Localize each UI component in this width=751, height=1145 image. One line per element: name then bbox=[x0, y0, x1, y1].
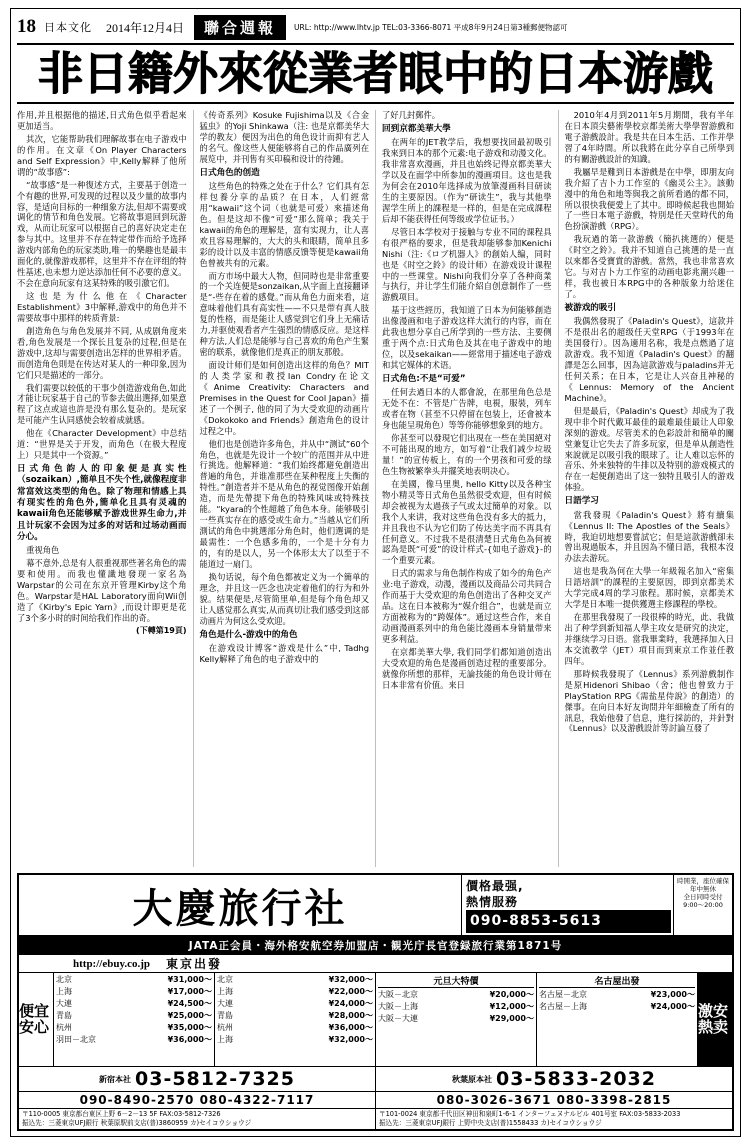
paragraph: 而方市场中最大人物，但同時也是非常重要的一个关连便是sonzaikan,从字面上直接翻译是“-些存在着的感覺。”而从角色力面来看，這意味着他们具有高实性——不只是带有真人肢复的性格，而是能让人感觉到它们身上无痛话力,并驱使观看者产生强烈的情感反应。是这样种方法,人们总是能够与自己喜欢的角色产生緊密的联系，就像他们是真正的朋友那般。 bbox=[199, 270, 369, 358]
paragraph: 在美國，像马里奥, hello Kitty以及各种宝物小精灵等日式角色虽然很受欢迎，但有时候却会被视为太過孩子气或太过簡单的对象。以我个人来讲，我对这些角色没有多大的抵力，并且我也不认为它们防了传达美字而不再具有任何意义。不过我不是很清楚日式角色為何被認為是既“可爱”的设计样式-{如电子游戏}-的一个重要元素。 bbox=[382, 478, 552, 566]
ad-url[interactable]: http://ebuy.co.jp bbox=[73, 957, 151, 970]
fare-city: 杭州 bbox=[217, 1023, 233, 1032]
paragraph: 作用,并且根据他的描述,日式角色似乎看起來更加适当。 bbox=[17, 110, 187, 131]
article-column-2 bbox=[382, 110, 552, 867]
fare-price: ¥32,000〜 bbox=[328, 975, 373, 984]
fare-price: ¥24,500〜 bbox=[167, 999, 212, 1008]
office-tel-2[interactable] bbox=[376, 1067, 732, 1091]
page-number: 18 bbox=[17, 16, 36, 37]
paragraph: 重视角色 bbox=[26, 545, 60, 556]
paragraph: 其次，它能帮助我们理解故事在电子游戏中的作用。在文章《On Player Characters and Self Expression》中,Kelly解释了他所谓的“故事感”: bbox=[17, 133, 187, 177]
office-address-1 bbox=[19, 1109, 376, 1129]
office-mobile-number[interactable]: 090-8490-2570 080-4322-7117 bbox=[79, 1093, 315, 1108]
ad-right-slogan: 激安熱卖 bbox=[697, 973, 732, 1066]
fare-city: 青島 bbox=[217, 1011, 233, 1020]
fare-row bbox=[378, 1001, 534, 1013]
paragraph: 那時候我發現了《Lennus》系列游戲制作是原Hidenori Shibao（舍；他也曾致力于PlayStation RPG《需盐星侍說》的創造）的傑事。在向日本好友询問并年細檢查了所有的訊息，我始他發了信息，進行採訪的，并針對《Lennus》以及游戲設計等討論互發了 bbox=[564, 668, 734, 734]
office-mobile-2[interactable] bbox=[376, 1092, 732, 1108]
column-divider bbox=[375, 110, 376, 867]
office-phone[interactable]: 03-5812-7325 bbox=[135, 1068, 295, 1091]
paragraph: “故事感”是一种復述方式，主要基于创造一个有趣的世界,可发现的过程以及少量的故事内容，是适向目标的一种细象方法,但却不需要或调化的情节和角色发展。它将故事退回到玩游戏，从而让玩家可以根据自己的喜好决定走在参与其中。这里并不存在特定带作而给予选择游戏内部角色的玩家类助,唯一的樂趣也是最丰面化的,就像游戏那样，这里并不存在评组的特性基述,也未想力逆达添加任何不必要的意义。不会在意向玩家有这某特殊的吸引激它们。 bbox=[17, 179, 187, 289]
office-mobile-1[interactable] bbox=[19, 1092, 376, 1108]
fare-row bbox=[539, 989, 695, 1001]
article-column-1 bbox=[565, 110, 735, 867]
ad-phone-main[interactable]: 090-8853-5613 bbox=[466, 910, 671, 933]
fare-city: 大阪－北京 bbox=[378, 990, 418, 999]
section-label: 日本文化 bbox=[44, 21, 92, 34]
fare-city: 大連 bbox=[56, 999, 72, 1008]
fare-city: 大阪－大連 bbox=[378, 1014, 418, 1023]
fare-price: ¥35,000〜 bbox=[167, 1023, 212, 1032]
paragraph: 創造角色与角色发展并不同, 从成剧角度来看,角色发展是一个探长且复杂的过程,但是在游戏中,这却与需要创造出怎样的世界相矛盾。而创造角色則是在传达对某人的一种印象,因为它们只是描述的一部分。 bbox=[17, 325, 187, 380]
paragraph: 幕不意外,总是有人很重视那些著名角色的需要和使用。而我也懂識地發现一家名為Warpstar的公司在东京开管理Kirby这个角色。Warpstar是HAL Laboratory面向Wii创造了《Kirby's Epic Yarn》,而设计即更是花了3个多小时的时间给我们作出的奇。 bbox=[17, 558, 187, 624]
office-address: 〒101-0024 東京都千代田区神田和泉町1-6-1 インターフェヌナルビル 401号室 FAX:03-5833-2033 bbox=[379, 1110, 681, 1119]
paragraph: 他们也是创造许多角色，并从中“测试”60个角色，也就是先设计一个较广的范围并从中进行挑选。他解释道：“我们始终都避免創造出普遍的角色，并谁准那些在某种程度上失衡的特性。”創造者并不是从角色的视觉图像开始創造，而是先帶提下角色的特殊风味或特殊技能。“kyara的个性超越了角色本身。能够吸引一些真实存在的感受或生命力。”当越从它们所測试的角色中挑選部分角色时，他们選调的是最需性：一个色感多角的，一个是十分有力的，有的是以人，另一个体形太大了以至于不能道过一扇门。 bbox=[199, 438, 369, 569]
fare-column bbox=[54, 973, 215, 1066]
fare-price: ¥20,000〜 bbox=[489, 990, 534, 999]
advertisement[interactable] bbox=[17, 873, 734, 1131]
fare-row bbox=[217, 1022, 373, 1034]
ad-company-name: 大慶旅行社 bbox=[19, 875, 462, 935]
article-column-4 bbox=[17, 110, 187, 867]
office-tel-1[interactable] bbox=[19, 1067, 376, 1091]
column-divider bbox=[193, 110, 194, 867]
fare-row bbox=[56, 1034, 212, 1046]
subheading: 回到京都美華大學 bbox=[382, 123, 451, 134]
fare-column bbox=[537, 973, 697, 1066]
ad-price-line2: 熱情服務 bbox=[466, 895, 519, 910]
fare-column bbox=[215, 973, 376, 1066]
fare-row bbox=[56, 1010, 212, 1022]
office-address-2 bbox=[376, 1109, 732, 1129]
article-column-3 bbox=[200, 110, 370, 867]
fare-row bbox=[378, 1013, 534, 1025]
paragraph: 你甚至可以發現它们出現在一些在美国絕对不可能出現的地方，如写着“让我们减少垃圾量！”的宣传板上，有的一个男孩和可爱的绿色生物被繁拳头并擺笑地表明决心。 bbox=[382, 433, 552, 476]
fare-city: 杭州 bbox=[56, 1023, 72, 1032]
fare-row bbox=[56, 998, 212, 1010]
paragraph: 我屬早是難到日本游戲是在中學，即朋友向我介紹了吉卜力工作室的《幽灵公主》。該動漫中的角色和地等與我之前所看過的都不同，所以很快我便愛上了其中。即時候起我也開始了一些日本電子游戲，特別是任天堂時代的角色扮演游戲（RPG）。 bbox=[564, 166, 734, 232]
fare-column-header: 名古屋出發 bbox=[539, 974, 695, 988]
fare-column bbox=[376, 973, 537, 1066]
fare-city: 北京 bbox=[217, 975, 233, 984]
fare-price: ¥25,000〜 bbox=[167, 1011, 212, 1020]
office-bank: 振込先：三菱東京UFJ銀行 上野中央支店(普)1558433 カ)セイコウショウジ bbox=[379, 1119, 602, 1128]
ad-license-band: JATA正会員・海外格安航空券加盟店・観光庁長官登録旅行業第1871号 bbox=[19, 936, 732, 955]
fare-row bbox=[539, 1001, 695, 1013]
ad-header bbox=[19, 875, 732, 936]
ad-hours-line3: 9:00〜20:00 bbox=[683, 901, 723, 910]
fare-row bbox=[217, 1010, 373, 1022]
fare-price: ¥29,000〜 bbox=[489, 1014, 534, 1023]
ad-hours-title: 時開業，座位確保 bbox=[677, 877, 729, 885]
fare-price: ¥24,000〜 bbox=[650, 1002, 695, 1011]
paragraph: 在那里我發現了一段很棒的時光，此、我做出了种学到新知福人學主攻女是研究的決定，并继续学习日语。當我畢業時，我選择加入日本交流教学（JET）項目而到東京工作並任教四年。 bbox=[564, 612, 734, 666]
fare-city: 上海 bbox=[217, 1035, 233, 1044]
fare-city: 上海 bbox=[217, 987, 233, 996]
paragraph: 日式的需求与角色制作构成了如今的角色产业:电子游戏，动漫，漫画以及商品公司共同合作而基于大受欢迎的角色创造出了各种交叉产品。这在日本被称为“媒介组合”，也就是而立方面被称为的“跨媒体”。通过这些合作，来自动画漫画系列中的角色能比漫画本身销量带来更多利益。 bbox=[382, 568, 552, 644]
ad-fare-table bbox=[19, 973, 732, 1066]
paragraph: 在京都美華大學, 我们同学们都知道创造出大受欢迎的角色是漫画创造过程的重要部分。就像你所想的那样，无論技能的角色设计师在日本非常有价值。来日 bbox=[382, 646, 552, 690]
masthead-meta bbox=[294, 23, 734, 32]
fare-city: 北京 bbox=[56, 975, 72, 984]
fare-row bbox=[217, 998, 373, 1010]
office-mobile-number[interactable]: 080-3026-3671 080-3398-2815 bbox=[436, 1093, 672, 1108]
office-label: 新宿本社 bbox=[99, 1074, 131, 1084]
masthead bbox=[17, 14, 734, 45]
fare-price: ¥32,000〜 bbox=[328, 1035, 373, 1044]
office-phone[interactable]: 03-5833-2032 bbox=[496, 1068, 656, 1091]
office-bank: 振込先：三菱東京UFJ銀行 秋葉原駅前支店(普)3860959 カ)セイコウショウジ bbox=[22, 1119, 252, 1128]
fare-row bbox=[217, 1034, 373, 1046]
paragraph: 但是最后，《Paladin's Quest》却成为了我现中非个时代戴耳最佳的最难最佳最让人印象深刻的游戏。尽管美术的色彩設計和簡单的關堂兼复让它失去了許多玩家，但是单从創造性來說就足以吸引我的眼球了。让人难以忘怀的音乐、外来独特的牛排以及特别的游戏模式的存在一起便創造出了这一独特且吸引人的游戏体验。 bbox=[564, 405, 734, 493]
page-frame bbox=[10, 8, 741, 1137]
column-divider bbox=[558, 110, 559, 867]
fare-row bbox=[217, 986, 373, 998]
paragraph: 我玩過的第一款游戲（簡扒挑選的）便是《时空之鈴》。我并不知道自己挑選的是一直以來都各受寶賞的游戲。當然，我也非常喜欢它。与对吉卜力工作室的动画电影兆潮兴趣一样，我也被日本RPG中的各种版象力给迷住了。 bbox=[564, 234, 734, 299]
fare-price: ¥23,000〜 bbox=[650, 990, 695, 999]
fare-city: 名古屋－上海 bbox=[539, 1002, 587, 1011]
fare-city: 青島 bbox=[56, 1011, 72, 1020]
ad-hours-line1: 年中無休 bbox=[690, 885, 716, 894]
fare-row bbox=[378, 989, 534, 1001]
fare-price: ¥24,000〜 bbox=[328, 999, 373, 1008]
paragraph: 面设计师们是如何创造出这样的角色？MIT的人类学家和教授Ian Condry在论文《Anime Creativity: Characters and Premises in the Quest for Cool Japan》描述了一个例子, 他的同了为大受欢迎的动画片《Dokokoko and Friends》創造角色的设计过程之中。 bbox=[199, 360, 369, 436]
paragraph: 我们需要以较低的干事少创造游戏角色,如此才能让玩家基于自己的节参去做出選择,如果意程了这点或這也許是没有那么复杂的。是玩家是可能产生认同感使会较着成就感。 bbox=[17, 382, 187, 426]
ad-url-row[interactable] bbox=[19, 955, 732, 973]
ad-office-mobiles bbox=[19, 1092, 732, 1109]
office-label: 秋葉原本社 bbox=[452, 1074, 492, 1084]
fare-row bbox=[56, 986, 212, 998]
ad-price-text bbox=[462, 875, 673, 935]
paragraph: 这也是为什么他在《Character Establishment》3中解释,游戏中的角色并不需要故事中那样的转质背景: bbox=[17, 291, 187, 323]
paper-title: 聯合週報 bbox=[194, 15, 286, 40]
fare-city: 大連 bbox=[217, 999, 233, 1008]
subheading: 日式角色韵人的印象便是真实性（sozaikan）,簡单且不失个性,就像程度非常富效这类型的角色。除了物理和情感上具有现实性的角色外,簡单化且具有灵魂的kawaii角色还能够赋予游戏世界生命力,并且计玩家不会因为过多的对话和过场动画而分心。 bbox=[17, 464, 187, 543]
paragraph: 《传奇系列》Kosuke Fujishima以及《合金猛虫》的Yoji Shinkawa（注: 也是京都美华大学的教友）便因为出色的角色设计而抑有艺人的名气。像这些人便能够将自己的作品廣列在展览中，并刊售有买印稿和设计的待鍾。 bbox=[199, 110, 369, 164]
fare-price: ¥36,000〜 bbox=[167, 1035, 212, 1044]
fare-columns bbox=[54, 973, 697, 1066]
fare-column-header: 元旦大特價 bbox=[378, 974, 534, 988]
paragraph: 换句话说，每个角色都被定义为一个簡单的理念，并且这一匹念也决定着他们的行为和外貌。结果便是,尽管简里单,但是每个角色却又让人感觉那么真实,从而真切让我们感受到这部动画片为何这么受欢迎。 bbox=[199, 571, 369, 626]
fare-row bbox=[56, 974, 212, 986]
ad-contact-block bbox=[19, 1066, 732, 1129]
fare-price: ¥36,000〜 bbox=[328, 1023, 373, 1032]
fare-price: ¥28,000〜 bbox=[328, 1011, 373, 1020]
paragraph: 我偶然發現了《Paladin's Quest》，這款并不是很出名的超级任天堂RPG（于1993年在美国發行）。因為適用名称，我是点燃過了這款游戏。我不知道《Paladin's Quest》的翻譯是怎么回事，因為這款游戏与paladins并无任何关系；在日本，它是让人兴奋且神秘的《Lennus: Memory of the Ancient Machine》。 bbox=[564, 316, 734, 403]
ad-office-addresses bbox=[19, 1109, 732, 1129]
fare-city: 羽田－北京 bbox=[56, 1035, 96, 1044]
continued-note: (下轉第19頁) bbox=[136, 626, 187, 636]
ad-price-block bbox=[462, 875, 732, 935]
subheading: 角色是什么-游戏中的角色 bbox=[199, 629, 298, 640]
subheading: 日語学习 bbox=[564, 496, 599, 507]
paragraph: 他在《Character Development》中总结道：“世界是关于开发，而角色（在极大程度上）只是其中一个资源。” bbox=[17, 428, 187, 461]
paragraph: 在游戏设计博客“游戏是什么”中, Tadhg Kelly解释了角色的电子游戏中的 bbox=[199, 642, 369, 664]
paragraph: 这些角色的特殊之处在于什么？它们具有怎样包養分享的品质？在日本，人们經常用“kawaii”这个词（也就是可爱）來描述角色。但是这却不像“可爱”那么简单；我关于kawaii的角色的理解是，富有实现力，让人喜欢且容易理解的，大大的头和眼睛，简单且多彩的设计以及丰富的情感反馈等便是kawaii角色曾被共有的元素。 bbox=[199, 181, 369, 268]
paragraph: 2010年4月到2011年5月期間，我有半年在日本頂尖藝術學校京都美術大學學習游戲和電子游戲設計。我是共在日本生活、工作并學習了4年時間。所以我將在此分享自己所學到的有關游戲設計的知識。 bbox=[564, 110, 734, 164]
article-body bbox=[17, 104, 734, 867]
paragraph: 當我發現《Paladin's Quest》將有續集《Lennus II: The Apostles of the Seals》時，我迫切地想要嘗試它；但是這款游戲卻未曾出現過版本，并且因為不懂日語，我根本沒办法去游玩。 bbox=[564, 509, 734, 564]
masthead-meta-line1: URL: http://www.lhtv.jp TEL:03-3366-8071 平成8年9月24日第3種郵便物認可 bbox=[294, 22, 568, 32]
fare-city: 名古屋－北京 bbox=[539, 990, 587, 999]
fare-price: ¥12,000〜 bbox=[489, 1002, 534, 1011]
paragraph: 任何去過日本的人都會說，在那里角色总是无处不在：不管是广告牌，电視，服裝，列车或者在物（甚至不只停留在包装上，还會被本身也能呈現角色）等等你能够想象到的地方。 bbox=[382, 387, 552, 431]
paragraph: 在两年的JET教学后，我想要找回最初吸引我來到日本的那个元素:电子游戏和动漫文化。我非常喜欢漫画，并且也始终记得京都美華大学以及在面学中所参加的漫画項目。这也是我为何会在2010年选择成为放筆漫画科目研读生的主要原因。（作为“研读生”，我与其他學渥学生所上的課程是一样的，但是在完成課程后却不能获得任何等级或学位证书。） bbox=[382, 137, 552, 224]
paragraph: 尽管日本学校对于接触与专业不同的课程具有很严格的要求，但是我却能够参加Kenichi Nishi（注:《ロブ机器人》的創始人编，同时也是《时空之鈴》的设计师）在游戏设计课程中的一些课堂。Nishi向我们分享了各种商業与执行，并让学生们能介紹自创意制作了一些游戲项目。 bbox=[382, 226, 552, 303]
paragraph: 了好几封郵件。 bbox=[382, 110, 441, 120]
fare-city: 上海 bbox=[56, 987, 72, 996]
paragraph: 這也是我為何在大學一年級報名加入“密集日語培訓”的課程的主要原因，即到京都美术大学完成4周的学习旅程。那时候，京都美术大学是日本唯一提供獲選主修課程的學校。 bbox=[564, 566, 734, 610]
fare-price: ¥31,000〜 bbox=[167, 975, 212, 984]
ad-office-tels bbox=[19, 1067, 732, 1092]
fare-row bbox=[56, 1022, 212, 1034]
ad-price-line1: 價格最强, bbox=[466, 879, 524, 893]
article-headline: 非日籍外來從業者眼中的日本游戲 bbox=[17, 45, 734, 104]
fare-row bbox=[217, 974, 373, 986]
paragraph: 基于这些經历，我知道了日本为何能够創造出像漫画和电子游戏这样大流行的内容，而在此我也想分享自己所学到的一些方法、主要侧重于两个点:日式角色及其在电子游戏中的地位，以及sekaikan——經常用于描述电子游戏和其它媒体的术语。 bbox=[382, 305, 552, 371]
ad-left-slogan: 便宜安心 bbox=[19, 973, 54, 1066]
fare-city: 大阪－上海 bbox=[378, 1002, 418, 1011]
fare-price: ¥22,000〜 bbox=[328, 987, 373, 996]
ad-hours bbox=[673, 875, 732, 935]
ad-hours-line2: 全日同時受付 bbox=[683, 893, 723, 902]
ad-departure-city: 東京出發 bbox=[166, 957, 223, 971]
office-address: 〒110-0005 東京都台東区上野 6－2－13 5F FAX:03-5812-7326 bbox=[22, 1110, 221, 1119]
subheading: 日式角色:不是“可爱” bbox=[382, 373, 466, 384]
subheading: 被游戏的吸引 bbox=[564, 302, 617, 313]
subheading: 日式角色的创造 bbox=[199, 167, 260, 178]
fare-price: ¥17,000〜 bbox=[167, 987, 212, 996]
issue-date: 2014年12月4日 bbox=[106, 20, 185, 35]
